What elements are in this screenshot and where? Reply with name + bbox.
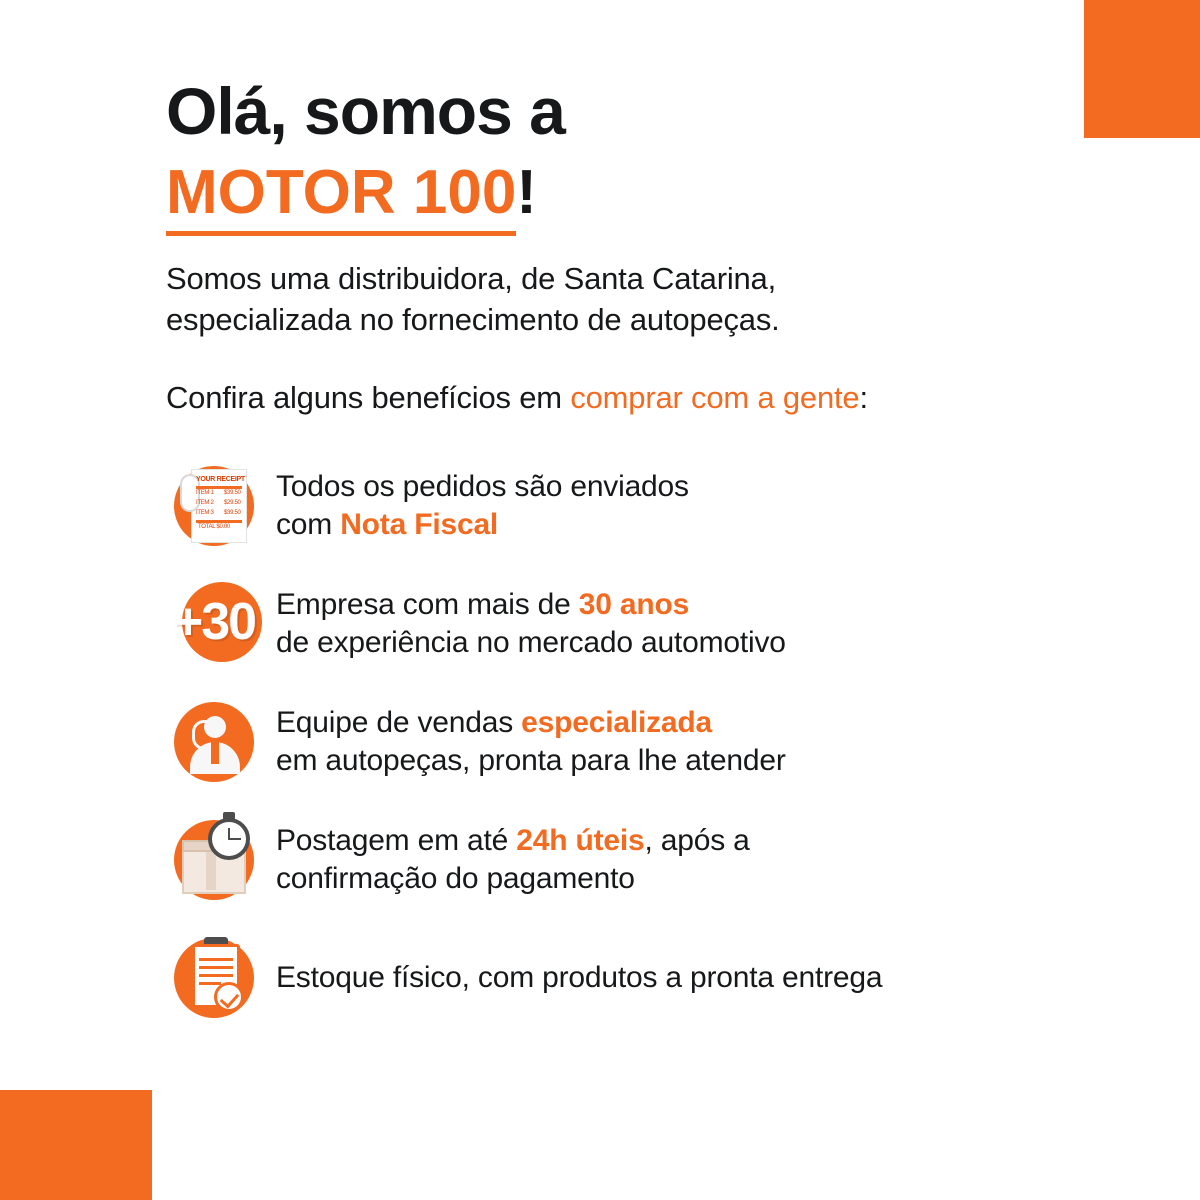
support-agent-icon	[166, 694, 262, 790]
list-item-text	[276, 704, 786, 781]
benefit-line-1-suffix: , após a	[644, 824, 750, 858]
list-item-text	[276, 822, 750, 899]
plus-30-years-icon	[166, 576, 262, 672]
list-item-text	[276, 959, 882, 997]
receipt-row-value: $39.50	[224, 490, 241, 497]
receipt-icon	[166, 458, 262, 554]
benefit-line-2: confirmação do pagamento	[276, 862, 635, 896]
benefit-line-2: de experiência no mercado automotivo	[276, 626, 786, 660]
intro-paragraph	[166, 258, 1106, 340]
benefit-line-1-prefix: Equipe de vendas	[276, 706, 522, 740]
benefit-line-1: Estoque físico, com produtos a pronta entrega	[276, 961, 883, 995]
page-title-brand	[166, 158, 1106, 227]
list-item	[166, 930, 1106, 1026]
benefit-line-1-prefix: Empresa com mais de	[276, 588, 579, 622]
receipt-row-value: $29.50	[224, 500, 241, 507]
list-item-text	[276, 586, 786, 663]
benefits-intro-suffix: :	[859, 380, 868, 416]
benefit-line-2: em autopeças, pronta para lhe atender	[276, 744, 786, 778]
benefit-line-1-highlight: 24h úteis	[516, 824, 645, 858]
list-item-text	[276, 468, 689, 545]
benefits-intro-highlight: comprar com a gente	[570, 380, 860, 416]
list-item	[166, 812, 1106, 908]
benefits-intro-prefix: Confira alguns benefícios em	[166, 380, 571, 416]
list-item	[166, 458, 1106, 554]
brand-exclamation: !	[516, 158, 537, 227]
package-stopwatch-icon	[166, 812, 262, 908]
benefit-line-2-highlight: Nota Fiscal	[340, 508, 499, 542]
benefit-line-1-highlight: 30 anos	[578, 588, 690, 622]
receipt-row-label: ITEM 1	[196, 490, 214, 497]
intro-line-2: especializada no fornecimento de autopeças.	[166, 302, 780, 338]
receipt-row-label: ITEM 3	[196, 510, 214, 517]
benefit-line-1-prefix: Postagem em até	[276, 824, 517, 858]
receipt-row-value: $39.50	[224, 510, 241, 517]
brand-name: MOTOR 100	[166, 158, 516, 236]
list-item	[166, 694, 1106, 790]
page-title-greeting: Olá, somos a	[166, 74, 565, 148]
benefit-line-1: Todos os pedidos são enviados	[276, 470, 689, 504]
bottom-left-decoration	[0, 1090, 152, 1200]
receipt-total: TOTAL $0.00	[198, 524, 230, 531]
benefit-line-1-highlight: especializada	[521, 706, 712, 740]
clipboard-check-icon	[166, 930, 262, 1026]
receipt-row-label: ITEM 2	[196, 500, 214, 507]
intro-line-1: Somos uma distribuidora, de Santa Catarina,	[166, 261, 777, 296]
content-area	[166, 74, 1106, 1048]
benefit-line-2-prefix: com	[276, 508, 341, 542]
receipt-title: YOUR RECEIPT	[196, 476, 245, 484]
benefits-intro	[166, 380, 1106, 416]
benefits-list	[166, 458, 1106, 1026]
years-badge-label: +30	[172, 593, 256, 652]
list-item	[166, 576, 1106, 672]
